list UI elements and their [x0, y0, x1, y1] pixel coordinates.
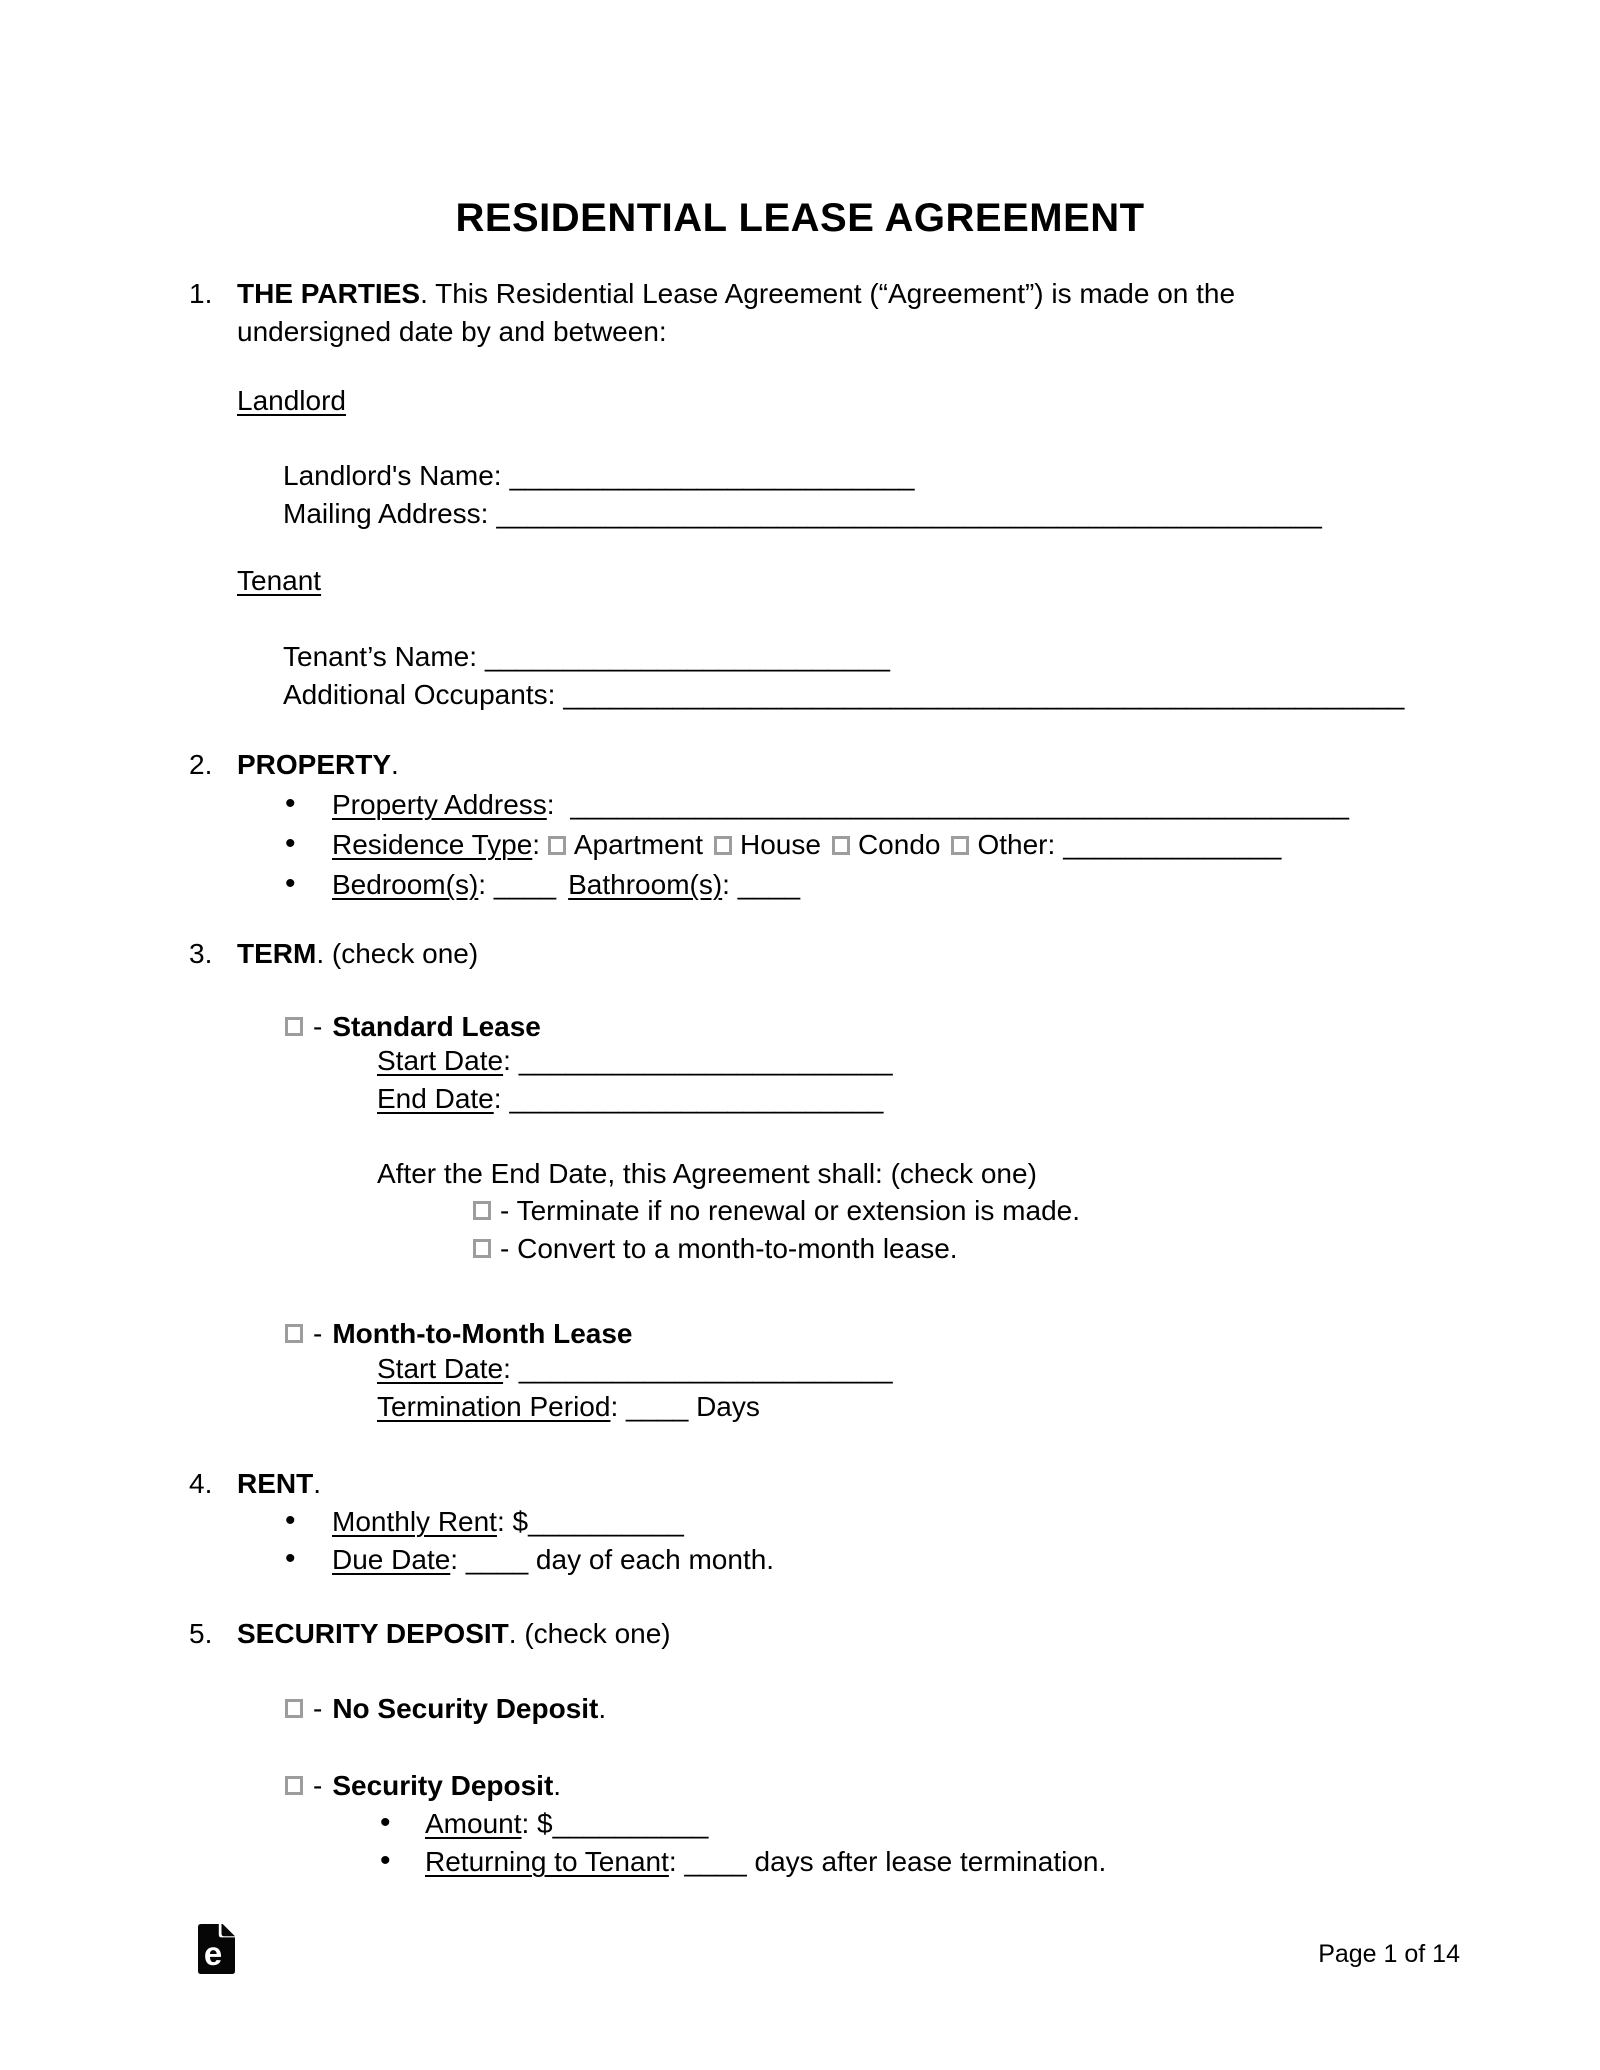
section-term [189, 935, 1469, 973]
colon: : [493, 1083, 502, 1114]
end-date-blank[interactable]: ________________________ [509, 1083, 884, 1114]
section-number: 3. [189, 938, 213, 969]
section-parties [189, 275, 1469, 351]
due-date-label: Due Date [332, 1544, 451, 1575]
colon: : [532, 829, 548, 860]
section-heading: SECURITY DEPOSIT [237, 1618, 509, 1649]
standard-lease-dates [189, 1042, 1600, 1118]
other-residence-blank[interactable]: ______________ [1063, 829, 1282, 860]
bullet-icon: • [285, 787, 296, 820]
page-number: Page 1 of 14 [1318, 1940, 1460, 1968]
condo-checkbox[interactable] [832, 836, 850, 855]
no-security-deposit-checkbox[interactable] [285, 1699, 303, 1718]
monthly-rent-line [189, 1503, 1469, 1541]
parties-intro-text: . This Residential Lease Agreement (“Agreement”) is made on the [420, 278, 1236, 309]
period: . [598, 1693, 607, 1724]
section-heading: THE PARTIES [237, 278, 421, 309]
period: . [553, 1770, 562, 1801]
landlord-subsection [189, 382, 1517, 420]
dash: - [313, 1011, 323, 1042]
parties-intro [237, 275, 1235, 351]
section-heading: RENT [237, 1468, 314, 1499]
deposit-amount-blank[interactable]: : $__________ [521, 1808, 709, 1839]
termination-period-label: Termination Period [377, 1391, 611, 1422]
section-heading-suffix: . (check one) [316, 938, 479, 969]
month-to-month-label: Month-to-Month Lease [332, 1318, 633, 1349]
parties-intro-line2: undersigned date by and between: [237, 316, 667, 347]
bedroom-bathroom-line [189, 865, 1469, 905]
m2m-start-date-blank[interactable]: ________________________ [518, 1353, 893, 1384]
monthly-rent-blank[interactable]: : $__________ [496, 1506, 684, 1537]
convert-option [189, 1230, 1469, 1268]
term-heading-line [237, 935, 478, 973]
bedroom-blank[interactable]: : ____ [478, 869, 557, 900]
bullet-icon: • [380, 1844, 391, 1877]
standard-lease-option [189, 1008, 1469, 1046]
residence-type-label: Residence Type [332, 829, 533, 860]
tenant-name-label: Tenant’s Name: [283, 641, 478, 672]
section-heading-suffix: . [391, 749, 399, 780]
additional-occupants-line [283, 676, 1563, 714]
end-date-line [377, 1080, 1600, 1118]
section-number: 1. [189, 278, 213, 309]
security-deposit-checkbox[interactable] [285, 1776, 303, 1795]
m2m-start-date-line [377, 1350, 1600, 1388]
residence-type-line [189, 825, 1469, 865]
bullet-icon: • [285, 867, 296, 900]
other-checkbox[interactable] [951, 836, 969, 855]
colon: : [503, 1353, 511, 1384]
convert-checkbox[interactable] [473, 1239, 491, 1258]
section-heading: PROPERTY [237, 749, 392, 780]
termination-period-line [377, 1388, 1600, 1426]
due-date-line [189, 1541, 1469, 1579]
tenant-name-line [283, 638, 1563, 676]
tenant-name-blank[interactable]: __________________________ [485, 641, 890, 672]
eforms-logo [198, 1924, 235, 1974]
security-deposit-heading-line [237, 1615, 671, 1653]
other-option-label: Other: [977, 829, 1056, 860]
terminate-option [189, 1192, 1469, 1230]
landlord-fields [189, 457, 1563, 533]
tenant-subsection [189, 562, 1517, 600]
section-rent [189, 1465, 1469, 1579]
section-heading-suffix: . (check one) [508, 1618, 671, 1649]
terminate-checkbox[interactable] [473, 1201, 491, 1220]
terminate-option-label: - Terminate if no renewal or extension is made. [500, 1195, 1080, 1226]
rent-heading-line [237, 1465, 321, 1503]
section-property [189, 745, 1469, 905]
dash: - [313, 1770, 323, 1801]
bullet-icon: • [380, 1806, 391, 1839]
standard-lease-checkbox[interactable] [285, 1017, 303, 1036]
landlord-heading: Landlord [237, 385, 346, 416]
section-heading-suffix: . [313, 1468, 322, 1499]
returning-to-tenant-line [189, 1843, 1469, 1881]
deposit-amount-label: Amount [425, 1808, 522, 1839]
start-date-blank[interactable]: ________________________ [518, 1045, 893, 1076]
after-end-date-options [189, 1192, 1469, 1268]
termination-period-blank[interactable]: : ____ Days [610, 1391, 760, 1422]
security-deposit-label: Security Deposit [332, 1770, 554, 1801]
landlord-name-line [283, 457, 1563, 495]
landlord-name-blank[interactable]: __________________________ [509, 460, 915, 491]
additional-occupants-blank[interactable]: ______________________________________________________ [563, 679, 1405, 710]
m2m-start-date-label: Start Date [377, 1353, 504, 1384]
mailing-address-blank[interactable]: _____________________________________________________ [496, 498, 1322, 529]
property-heading-line [237, 745, 399, 785]
apartment-checkbox[interactable] [548, 836, 566, 855]
bullet-icon: • [285, 1504, 296, 1537]
returning-to-tenant-label: Returning to Tenant [425, 1846, 669, 1877]
tenant-heading: Tenant [237, 565, 322, 596]
additional-occupants-label: Additional Occupants: [283, 679, 556, 710]
security-deposit-option [189, 1767, 1469, 1881]
section-security-deposit [189, 1615, 1469, 1653]
colon: : [503, 1045, 511, 1076]
section-number: 5. [189, 1618, 213, 1649]
colon: : [546, 789, 563, 820]
start-date-line [377, 1042, 1600, 1080]
month-to-month-option [189, 1315, 1469, 1353]
bathroom-blank[interactable]: : ____ [722, 869, 801, 900]
no-security-deposit-label: No Security Deposit [332, 1693, 599, 1724]
bullet-icon: • [285, 1542, 296, 1575]
month-to-month-fields [189, 1350, 1600, 1426]
standard-lease-label: Standard Lease [332, 1011, 541, 1042]
logo-letter: e [203, 1935, 223, 1972]
section-heading: TERM [237, 938, 317, 969]
dash: - [313, 1693, 323, 1724]
mailing-address-label: Mailing Address: [283, 498, 489, 529]
bedroom-label: Bedroom(s) [332, 869, 479, 900]
landlord-name-label: Landlord's Name: [283, 460, 502, 491]
end-date-label: End Date [377, 1083, 494, 1114]
document-fold-icon [198, 1924, 235, 1974]
bullet-icon: • [285, 827, 296, 860]
parties-intro-line1 [237, 275, 1235, 313]
after-end-date-note: After the End Date, this Agreement shall: (check one) [377, 1158, 1037, 1189]
tenant-fields [189, 638, 1563, 714]
house-checkbox[interactable] [714, 836, 732, 855]
month-to-month-checkbox[interactable] [285, 1324, 303, 1343]
convert-option-label: - Convert to a month-to-month lease. [500, 1233, 958, 1264]
section-number: 4. [189, 1468, 213, 1499]
bathroom-label: Bathroom(s) [568, 869, 723, 900]
returning-to-tenant-blank[interactable]: : ____ days after lease termination. [668, 1846, 1107, 1877]
document-title: RESIDENTIAL LEASE AGREEMENT [455, 196, 1145, 240]
house-option-label: House [740, 829, 821, 860]
condo-option-label: Condo [857, 829, 941, 860]
property-address-label: Property Address [332, 789, 547, 820]
due-date-blank[interactable]: : ____ day of each month. [450, 1544, 775, 1575]
dash: - [313, 1318, 323, 1349]
deposit-amount-line [189, 1805, 1469, 1843]
section-number: 2. [189, 749, 213, 780]
monthly-rent-label: Monthly Rent [332, 1506, 497, 1537]
property-address-line [189, 785, 1469, 825]
mailing-address-line [283, 495, 1563, 533]
start-date-label: Start Date [377, 1045, 504, 1076]
apartment-option-label: Apartment [573, 829, 704, 860]
no-security-deposit-option [189, 1690, 1469, 1728]
property-address-blank[interactable]: __________________________________________________ [570, 789, 1349, 820]
